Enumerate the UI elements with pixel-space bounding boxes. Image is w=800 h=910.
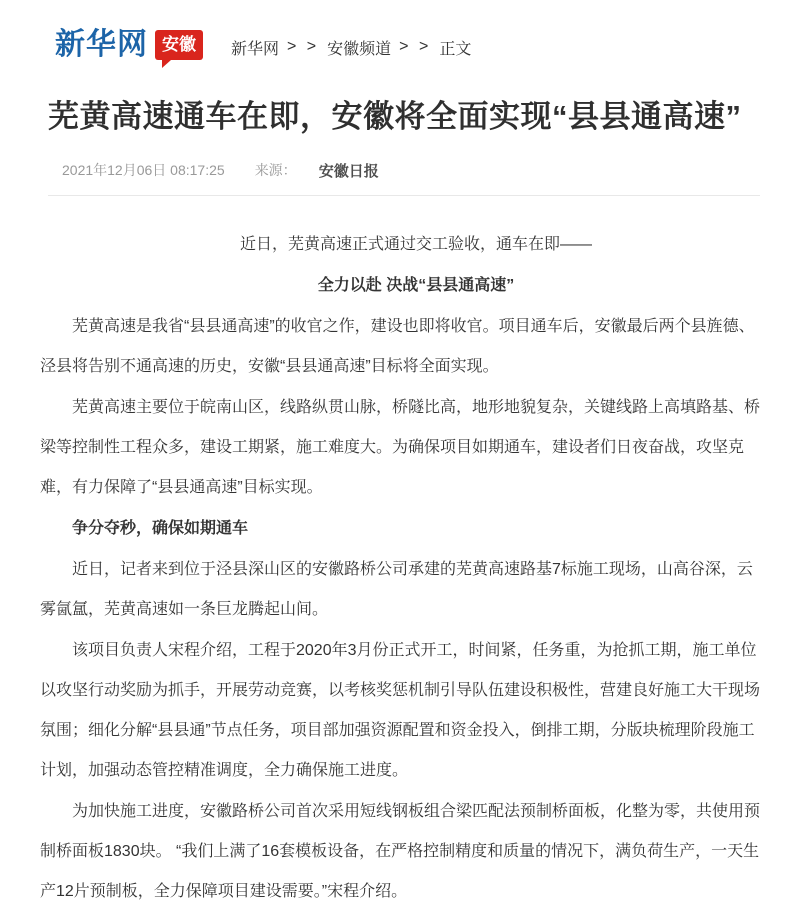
source-label: 来源： (254, 162, 297, 179)
logo-brand-text: 新华网 (55, 28, 148, 61)
article-meta (48, 160, 760, 181)
article-paragraph: 芜黄高速主要位于皖南山区，线路纵贯山脉，桥隧比高，地形地貌复杂，关键线路上高填路基、桥梁等控制性工程众多，建设工期紧，施工难度大。为确保项目如期通车，建设者们日夜奋战，攻坚克难，有力保障了“县县通高速”目标实现。 (40, 398, 761, 496)
publish-datetime: 2021年12月06日 08:17:25 (62, 162, 225, 179)
breadcrumb-current: 正文 (439, 40, 472, 58)
breadcrumb (231, 32, 471, 59)
article-head (0, 64, 800, 196)
page-title: 芜黄高速通车在即，安徽将全面实现“县县通高速” (48, 99, 742, 134)
logo-region-badge: 安徽 (155, 30, 203, 60)
breadcrumb-separator: > > (399, 38, 432, 55)
article-paragraph: 芜黄高速是我省“县县通高速”的收官之作，建设也即将收官。项目通车后，安徽最后两个县旌德、泾县将告别不通高速的历史，安徽“县县通高速”目标将全面实现。 (40, 317, 755, 375)
article-paragraph: 近日，记者来到位于泾县深山区的安徽路桥公司承建的芜黄高速路基7标施工现场，山高谷深，云雾氤氲，芜黄高速如一条巨龙腾起山间。 (40, 560, 753, 618)
xinhuanet-logo[interactable] (55, 30, 203, 60)
breadcrumb-link-channel[interactable]: 安徽频道 (327, 40, 392, 58)
article-paragraph: 全力以赴 决战“县县通高速” (317, 276, 515, 294)
article-subhead: 争分夺秒，确保如期通车 (72, 519, 249, 537)
article-body (0, 196, 800, 910)
article-paragraph: 近日，芜黄高速正式通过交工验收，通车在即—— (239, 235, 592, 253)
breadcrumb-link-home[interactable]: 新华网 (231, 40, 280, 58)
site-header (0, 0, 800, 64)
article-paragraph: 该项目负责人宋程介绍，工程于2020年3月份正式开工，时间紧，任务重，为抢抓工期，施工单位以攻坚行动奖励为抓手，开展劳动竞赛，以考核奖惩机制引导队伍建设积极性，营建良好施工大干现场氛围；细化分解“县县通”节点任务，项目部加强资源配置和资金投入，倒排工期，分版块梳理阶段施工计划，加强动态管控精准调度，全力确保施工进度。 (40, 641, 761, 779)
source-name: 安徽日报 (318, 162, 379, 180)
breadcrumb-separator: > > (287, 38, 320, 55)
article-paragraph: 为加快施工进度，安徽路桥公司首次采用短线钢板组合梁匹配法预制桥面板，化整为零，共使用预制桥面板1830块。 “我们上满了16套模板设备，在严格控制精度和质量的情况下，满负荷生产，一天生产12片预制板，全力保障项目建设需要。”宋程介绍。 (40, 802, 761, 900)
